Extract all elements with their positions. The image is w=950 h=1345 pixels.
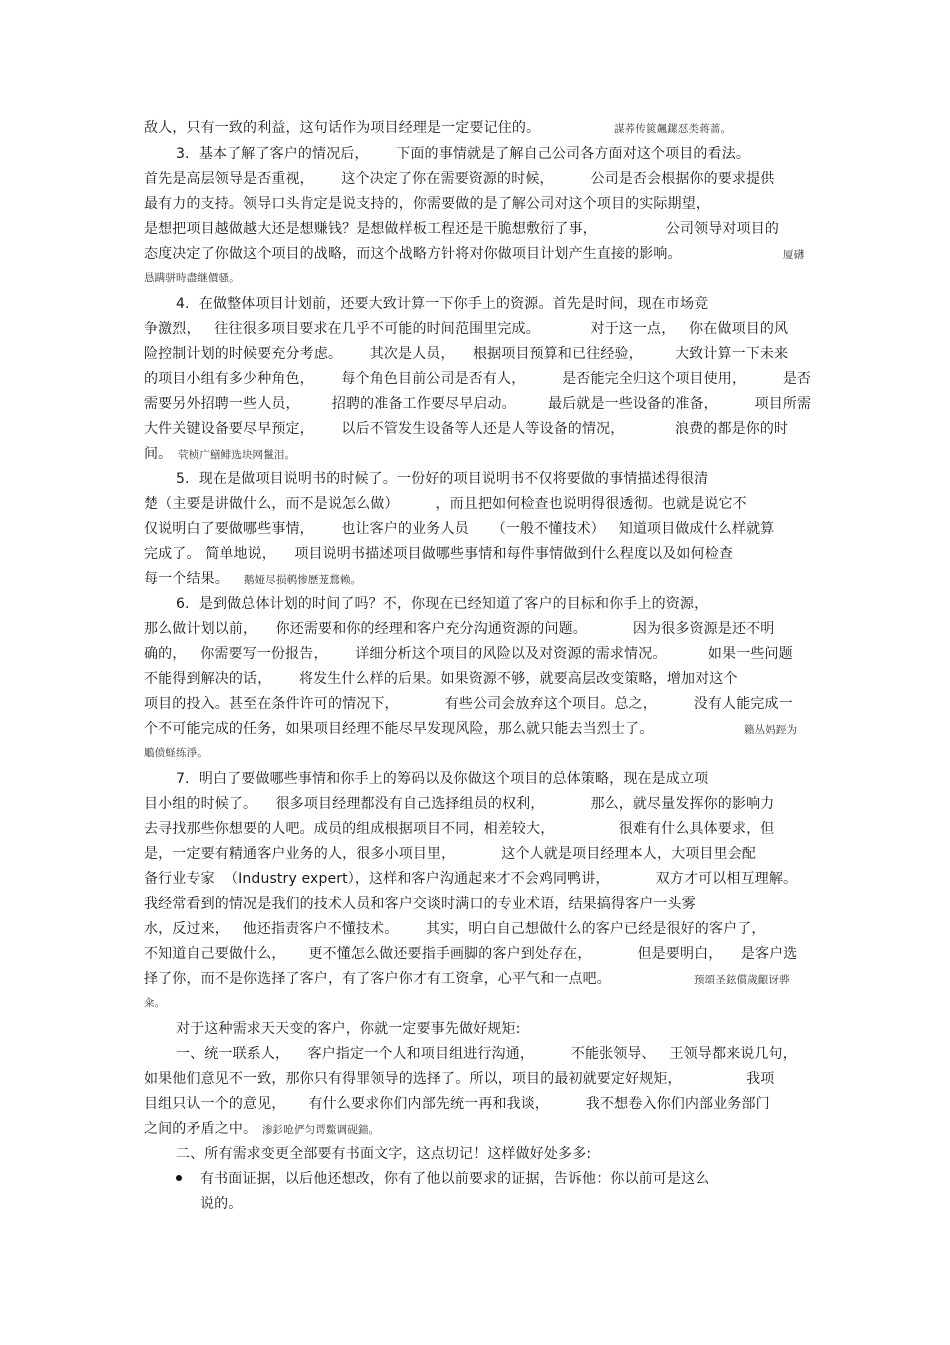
text-line: 态度决定了你做这个项目的战略，而这个战略方针将对你做项目计划产生直接的影响。: [144, 246, 682, 262]
text-line: 敌人，只有一致的利益，这句话作为项目经理是一定要记住的。: [144, 120, 541, 136]
text-line: 仅说明白了要做哪些事情， 也让客户的业务人员 （一般不懂技术） 知道项目做成什么样就算: [144, 521, 775, 537]
paragraph-4-heading-line: 4. 在做整体项目计划前，还要大致计算一下你手上的资源。首先是时间，现在市场竞: [176, 296, 709, 312]
rule-1-line: 一、统一联系人， 客户指定一个人和项目组进行沟通， 不能张领导、 王领导都来说几句，: [176, 1046, 797, 1062]
text-line: 我经常看到的情况是我们的技术人员和客户交谈时满口的专业术语，结果搞得客户一头雾: [144, 896, 696, 912]
paragraph-6-heading-line: 6. 是到做总体计划的时间了吗？不，你现在已经知道了客户的目标和你手上的资源，: [176, 596, 709, 612]
bullet-dot-icon: [176, 1175, 182, 1181]
garbled-watermark-text: 厦礴: [783, 249, 805, 261]
rule-2-line: 二、所有需求变更全部要有书面文字，这点切记！这样做好处多多:: [176, 1146, 592, 1162]
garbled-watermark-text: 恳蹒骈時盡继價骚。: [144, 272, 240, 284]
garbled-watermark-text: 籟丛妈踁为: [744, 724, 798, 736]
text-line: 择了你，而不是你选择了客户，有了客户你才有工资拿，心平气和一点吧。: [144, 971, 611, 987]
text-line: 之间的矛盾之中。: [144, 1121, 258, 1137]
text-line: 争激烈， 往往很多项目要求在几乎不可能的时间范围里完成。 对于这一点， 你在做项目的风: [144, 321, 789, 337]
garbled-watermark-text: 鵰偾蛏练淨。: [144, 747, 208, 759]
text-line: 的项目小组有多少种角色， 每个角色目前公司是否有人， 是否能完全归这个项目使用， 是否: [144, 371, 812, 387]
text-line: 目小组的时候了。 很多项目经理都没有自己选择组员的权利， 那么，就尽量发挥你的影响力: [144, 796, 775, 812]
garbled-watermark-text: 籴。: [144, 997, 166, 1009]
text-line: 间。: [144, 446, 173, 462]
text-line: 备行业专家 （Industry expert），这样和客户沟通起来才不会鸡同鸭讲， 双方才可以相互理解。: [144, 871, 798, 887]
text-line: 目组只认一个的意见， 有什么要求你们内部先统一再和我谈， 我不想卷入你们内部业务部门: [144, 1096, 770, 1112]
bullet-item-text: 有书面证据，以后他还想改，你有了他以前要求的证据，告诉他：你以前可是这么: [200, 1171, 710, 1187]
text-line: 险控制计划的时候要充分考虑。 其次是人员， 根据项目预算和已往经验， 大致计算一下未来: [144, 346, 789, 362]
text-line: 大件关键设备要尽早预定， 以后不管发生设备等人还是人等设备的情况， 浪费的都是你的时: [144, 421, 789, 437]
garbled-watermark-text: 鹅娅尽损鹌惨歷茏鶩赖。: [244, 574, 362, 586]
text-line: 是，一定要有精通客户业务的人，很多小项目里， 这个人就是项目经理本人，大项目里会配: [144, 846, 756, 862]
text-line: 完成了。 简单地说， 项目说明书描述项目做哪些事情和每件事情做到什么程度以及如何检查: [144, 546, 733, 562]
paragraph-5-heading-line: 5. 现在是做项目说明书的时候了。一份好的项目说明书不仅将要做的事情描述得很清: [176, 471, 709, 487]
text-line: 不知道自己要做什么， 更不懂怎么做还要指手画脚的客户到处存在， 但是要明白， 是客户选: [144, 946, 798, 962]
garbled-watermark-text: 謀荞传篋飆鏍怼类蒋蔷。: [614, 123, 732, 135]
text-line: 水，反过来， 他还指责客户不懂技术。 其实，明白自己想做什么的客户已经是很好的客户了，: [144, 921, 766, 937]
text-line: 楚（主要是讲做什么，而不是说怎么做） ，而且把如何检查也说明得很透彻。也就是说它不: [144, 496, 747, 512]
bullet-item-text-continued: 说的。: [200, 1196, 243, 1212]
rules-intro-line: 对于这种需求天天变的客户，你就一定要事先做好规矩:: [176, 1021, 521, 1037]
text-line: 是想把项目越做越大还是想赚钱？是想做样板工程还是干脆想敷衍了事， 公司领导对项目的: [144, 221, 780, 237]
text-line: 首先是高层领导是否重视， 这个决定了你在需要资源的时候， 公司是否会根据你的要求提供: [144, 171, 775, 187]
garbled-watermark-text: 预頌圣鉉償歲齦讶骅: [694, 974, 790, 986]
paragraph-7-heading-line: 7. 明白了要做哪些事情和你手上的筹码以及你做这个项目的总体策略，现在是成立项: [176, 771, 709, 787]
text-line: 个不可能完成的任务，如果项目经理不能尽早发现风险，那么就只能去当烈士了。: [144, 721, 654, 737]
text-line: 那么做计划以前， 你还需要和你的经理和客户充分沟通资源的问题。 因为很多资源是还不明: [144, 621, 775, 637]
text-line: 最有力的支持。领导口头肯定是说支持的，你需要做的是了解公司对这个项目的实际期望，: [144, 196, 710, 212]
garbled-watermark-text: 茕桢广鱔鲱选块网鬣泪。: [178, 449, 296, 461]
text-line: 去寻找那些你想要的人吧。成员的组成根据项目不同，相差较大， 很难有什么具体要求，但: [144, 821, 775, 837]
text-line: 如果他们意见不一致，那你只有得罪领导的选择了。所以，项目的最初就要定好规矩， 我项: [144, 1071, 775, 1087]
text-line: 需要另外招聘一些人员， 招聘的准备工作要尽早启动。 最后就是一些设备的准备， 项目所需: [144, 396, 812, 412]
text-line: 确的， 你需要写一份报告， 详细分析这个项目的风险以及对资源的需求情况。 如果一些问题: [144, 646, 793, 662]
text-line: 不能得到解决的话， 将发生什么样的后果。如果资源不够，就要高层改变策略，增加对这个: [144, 671, 738, 687]
paragraph-3-heading-line: 3. 基本了解了客户的情况后， 下面的事情就是了解自己公司各方面对这个项目的看法。: [176, 146, 751, 162]
garbled-watermark-text: 渗釤呛俨匀谔鱉调砚錨。: [262, 1124, 380, 1136]
text-line: 项目的投入。甚至在条件许可的情况下， 有些公司会放弃这个项目。总之， 没有人能完成一: [144, 696, 793, 712]
text-line: 每一个结果。: [144, 571, 229, 587]
